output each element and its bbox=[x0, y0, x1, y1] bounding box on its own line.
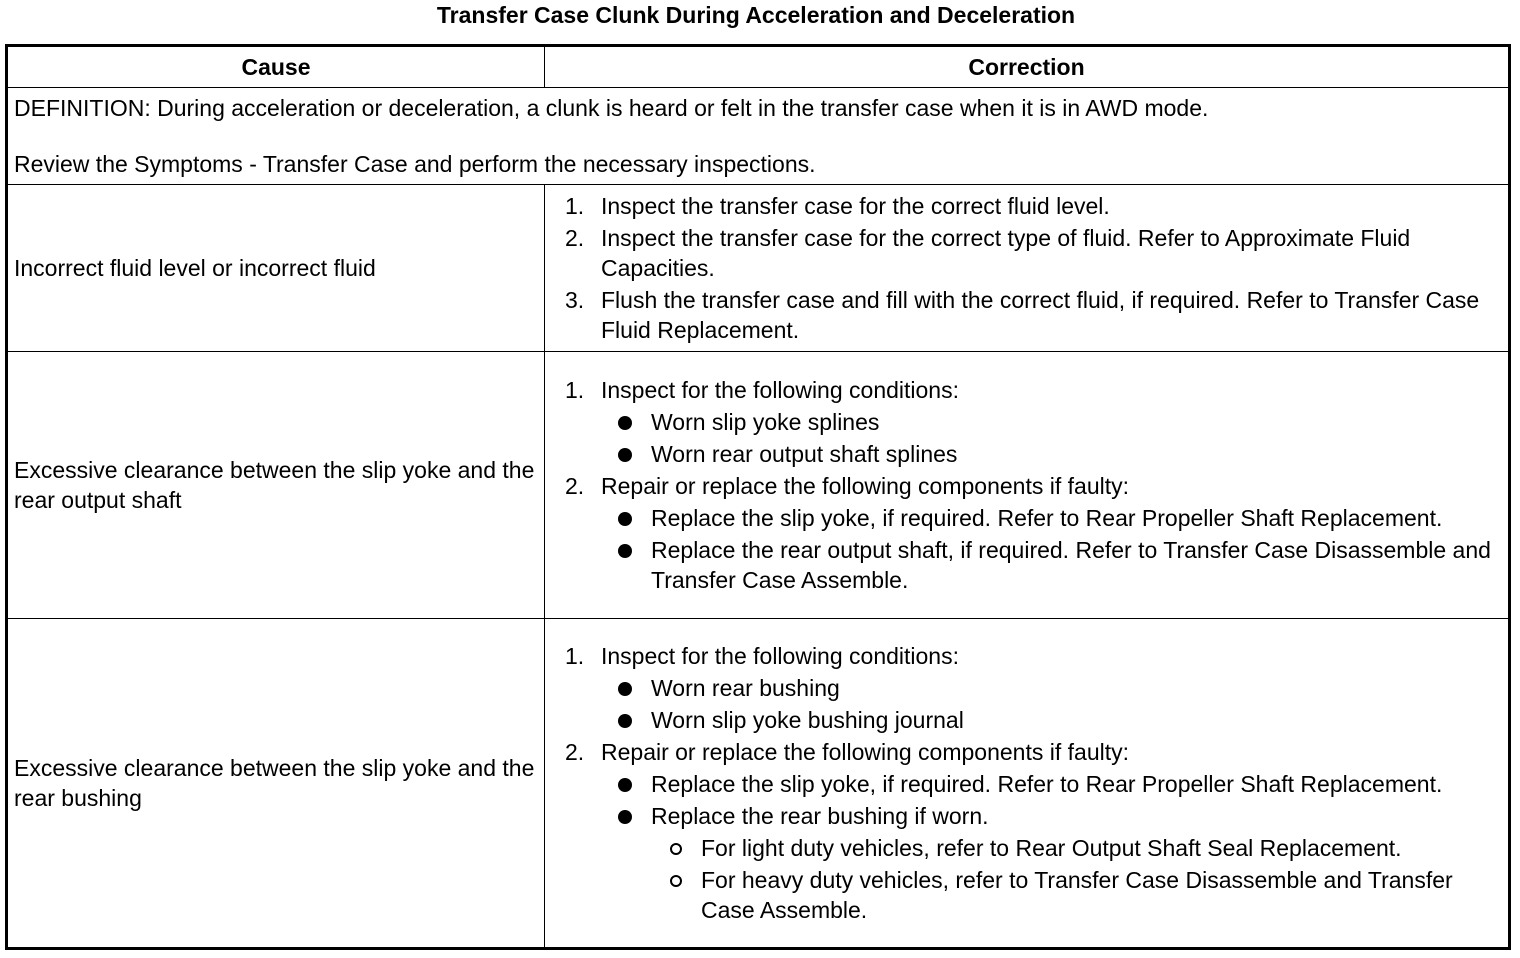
correction-header: Correction bbox=[545, 46, 1510, 88]
step-item bbox=[565, 191, 1502, 221]
step-list bbox=[565, 641, 1502, 925]
bullet-icon bbox=[618, 778, 632, 792]
bullet-text: Replace the rear output shaft, if required. Refer to Transfer Case Disassemble and Transfer Case Assemble. bbox=[651, 537, 1491, 593]
step-text: Inspect the transfer case for the correct fluid level. bbox=[601, 193, 1110, 219]
bullet-text: Replace the slip yoke, if required. Refer to Rear Propeller Shaft Replacement. bbox=[651, 505, 1443, 531]
bullet-text: Worn slip yoke splines bbox=[651, 409, 880, 435]
bullet-item bbox=[601, 407, 1502, 437]
step-list bbox=[565, 375, 1502, 595]
bullet-item bbox=[601, 535, 1502, 595]
bullet-item bbox=[601, 673, 1502, 703]
definition-row bbox=[7, 88, 1510, 185]
step-item bbox=[565, 737, 1502, 925]
step-item bbox=[565, 471, 1502, 595]
bullet-item bbox=[601, 503, 1502, 533]
cause-header: Cause bbox=[7, 46, 545, 88]
correction-cell bbox=[545, 185, 1510, 352]
step-number: 1. bbox=[565, 377, 585, 403]
bullet-text: Replace the slip yoke, if required. Refer to Rear Propeller Shaft Replacement. bbox=[651, 771, 1443, 797]
step-text: Inspect for the following conditions: bbox=[601, 643, 959, 669]
step-text: Inspect for the following conditions: bbox=[601, 377, 959, 403]
step-number: 1. bbox=[565, 193, 585, 219]
sub-bullet-text: For light duty vehicles, refer to Rear Output Shaft Seal Replacement. bbox=[701, 835, 1402, 861]
circle-bullet-icon bbox=[670, 843, 682, 855]
bullet-icon bbox=[618, 512, 632, 526]
bullet-item bbox=[601, 705, 1502, 735]
bullet-text: Replace the rear bushing if worn. bbox=[651, 803, 989, 829]
step-text: Flush the transfer case and fill with the correct fluid, if required. Refer to Transfer Case Fluid Replacement. bbox=[601, 287, 1480, 343]
bullet-item bbox=[601, 439, 1502, 469]
table-row bbox=[7, 619, 1510, 949]
step-text: Repair or replace the following components if faulty: bbox=[601, 473, 1130, 499]
bullet-icon bbox=[618, 714, 632, 728]
table-row bbox=[7, 352, 1510, 619]
bullet-list bbox=[601, 503, 1502, 595]
correction-cell bbox=[545, 619, 1510, 949]
bullet-list bbox=[601, 769, 1502, 925]
step-number: 2. bbox=[565, 225, 585, 251]
bullet-text: Worn rear bushing bbox=[651, 675, 840, 701]
definition-text: DEFINITION: During acceleration or deceleration, a clunk is heard or felt in the transfer case when it is in AWD mode. bbox=[14, 95, 1209, 121]
step-item bbox=[565, 223, 1502, 283]
cause-cell: Excessive clearance between the slip yoke and the rear bushing bbox=[7, 619, 545, 949]
step-list bbox=[565, 191, 1502, 345]
definition-cell bbox=[7, 88, 1510, 185]
bullet-text: Worn slip yoke bushing journal bbox=[651, 707, 964, 733]
bullet-icon bbox=[618, 810, 632, 824]
cause-cell: Excessive clearance between the slip yoke and the rear output shaft bbox=[7, 352, 545, 619]
review-text: Review the Symptoms - Transfer Case and perform the necessary inspections. bbox=[14, 151, 816, 177]
bullet-item bbox=[601, 769, 1502, 799]
bullet-text: Worn rear output shaft splines bbox=[651, 441, 958, 467]
cause-cell: Incorrect fluid level or incorrect fluid bbox=[7, 185, 545, 352]
correction-cell bbox=[545, 352, 1510, 619]
sub-bullet-text: For heavy duty vehicles, refer to Transfer Case Disassemble and Transfer Case Assemble. bbox=[701, 867, 1453, 923]
step-number: 2. bbox=[565, 739, 585, 765]
bullet-icon bbox=[618, 682, 632, 696]
step-number: 3. bbox=[565, 287, 585, 313]
bullet-icon bbox=[618, 448, 632, 462]
bullet-list bbox=[601, 407, 1502, 469]
sub-bullet-item bbox=[651, 833, 1502, 863]
bullet-icon bbox=[618, 416, 632, 430]
step-number: 2. bbox=[565, 473, 585, 499]
page-title: Transfer Case Clunk During Acceleration and Deceleration bbox=[436, 2, 1076, 28]
step-number: 1. bbox=[565, 643, 585, 669]
bullet-icon bbox=[618, 544, 632, 558]
sub-bullet-list bbox=[651, 833, 1502, 925]
step-item bbox=[565, 285, 1502, 345]
diagnostic-table bbox=[5, 44, 1511, 950]
step-text: Repair or replace the following components if faulty: bbox=[601, 739, 1130, 765]
header-row bbox=[7, 46, 1510, 88]
step-item bbox=[565, 375, 1502, 469]
table-row bbox=[7, 185, 1510, 352]
bullet-item bbox=[601, 801, 1502, 925]
step-text: Inspect the transfer case for the correct type of fluid. Refer to Approximate Fluid Capacities. bbox=[601, 225, 1411, 281]
bullet-list bbox=[601, 673, 1502, 735]
sub-bullet-item bbox=[651, 865, 1502, 925]
circle-bullet-icon bbox=[670, 875, 682, 887]
step-item bbox=[565, 641, 1502, 735]
